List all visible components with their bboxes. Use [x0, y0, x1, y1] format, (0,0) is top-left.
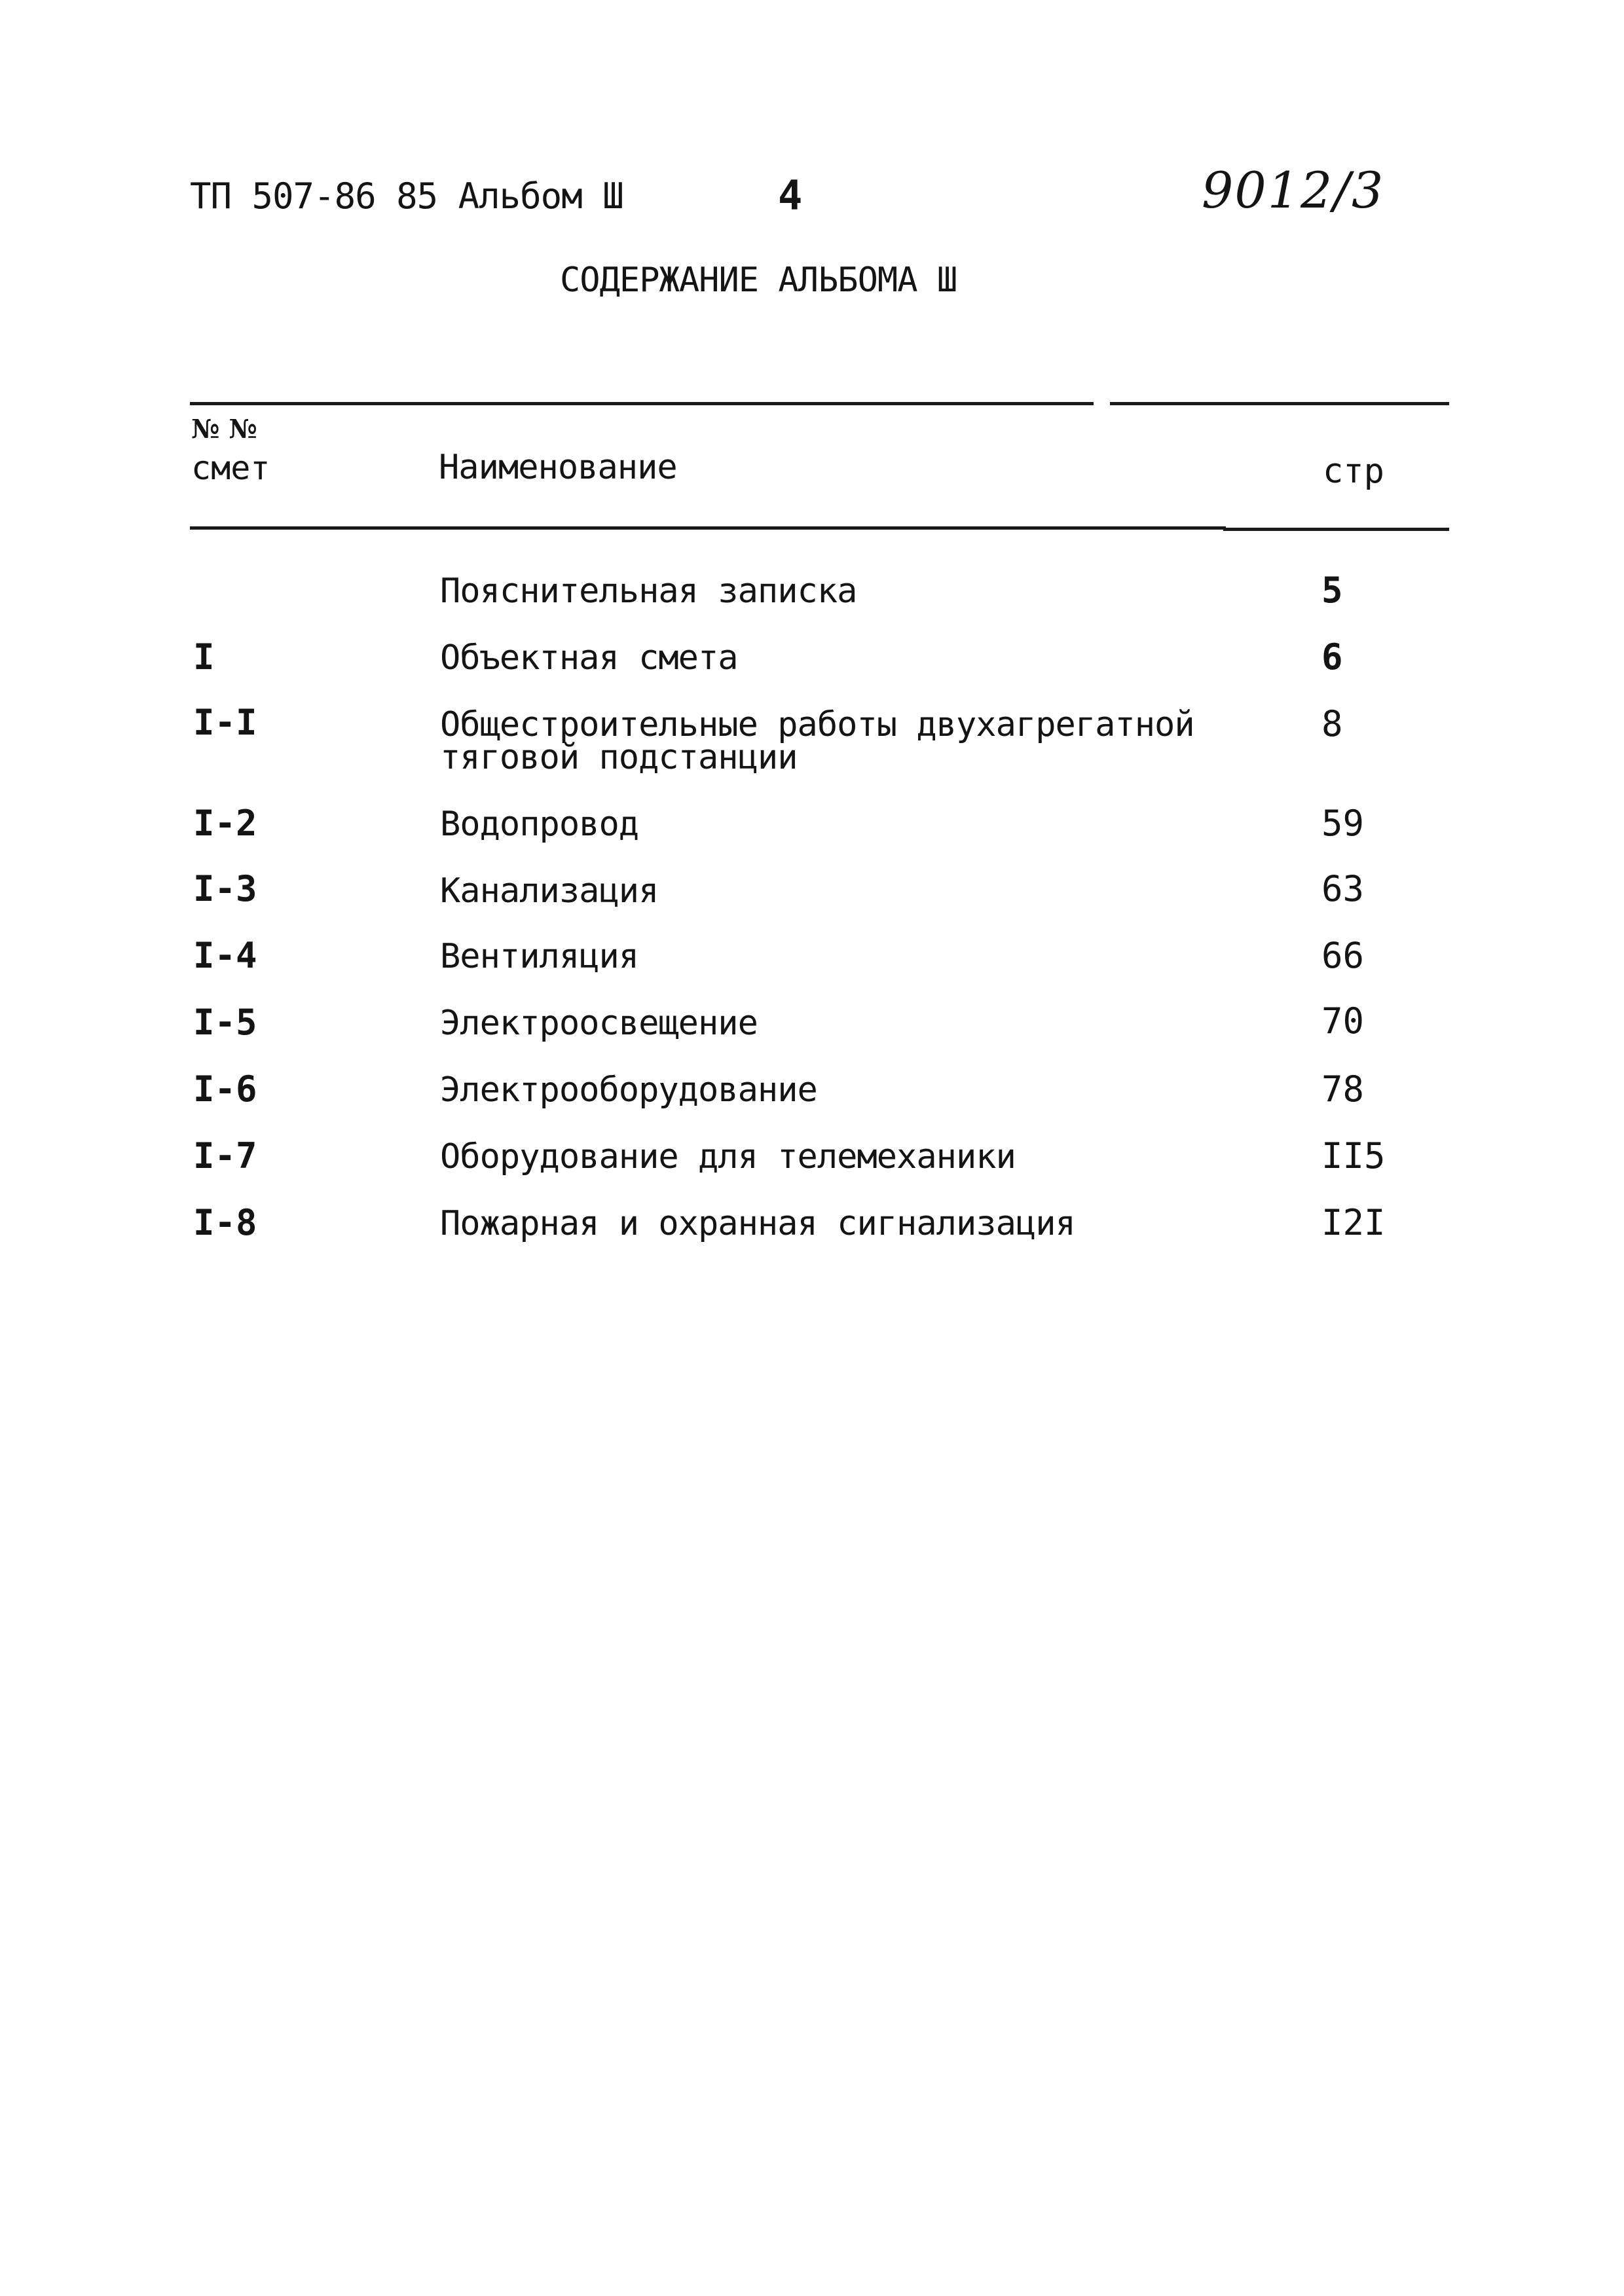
column-header-number: № №	[191, 414, 257, 445]
row-number: I-I	[193, 702, 257, 743]
row-page: II5	[1321, 1135, 1386, 1176]
table-header-rule-right	[1223, 528, 1449, 531]
row-page: 6	[1321, 636, 1343, 678]
row-name: Объектная смета	[440, 638, 738, 678]
row-page: 78	[1321, 1068, 1365, 1110]
row-name: Пожарная и охранная сигнализация	[440, 1204, 1075, 1243]
row-page: 59	[1321, 803, 1365, 844]
row-name: Канализация	[440, 871, 659, 911]
row-page: 66	[1321, 935, 1365, 976]
table-top-rule-left	[190, 402, 1094, 405]
handwritten-number: 9012/3	[1202, 161, 1385, 219]
row-name: Пояснительная записка	[440, 572, 857, 611]
row-page: I2I	[1321, 1202, 1386, 1243]
row-name: Электроосвещение	[440, 1004, 758, 1043]
table-top-rule-right	[1110, 402, 1449, 405]
document-code: ТП 507-86 85 Альбом Ш	[190, 175, 623, 217]
row-number: I-5	[193, 1002, 257, 1043]
row-name: Вентиляция	[440, 937, 639, 976]
row-name: Водопровод	[440, 805, 639, 844]
row-number: I-8	[193, 1202, 257, 1243]
page-title: СОДЕРЖАНИЕ АЛЬБОМА Ш	[560, 261, 957, 300]
row-number: I-7	[193, 1135, 257, 1176]
row-page: 8	[1321, 703, 1343, 744]
row-number: I	[193, 636, 215, 678]
column-header-page: стр	[1323, 452, 1384, 491]
row-name: Электрооборудование	[440, 1070, 817, 1110]
table-header-rule-left	[190, 526, 1226, 530]
row-page: 63	[1321, 868, 1365, 909]
row-number: I-6	[193, 1068, 257, 1110]
row-name: Общестроительные работы двухагрегатной тяговой подстанции	[440, 705, 1194, 777]
page-number: 4	[778, 172, 803, 219]
row-number: I-3	[193, 868, 257, 909]
row-page: 5	[1321, 570, 1343, 611]
row-number: I-2	[193, 803, 257, 844]
row-number: I-4	[193, 935, 257, 976]
row-page: 70	[1321, 1000, 1365, 1042]
column-header-name: Наименование	[439, 448, 677, 487]
row-name: Оборудование для телемеханики	[440, 1137, 1016, 1176]
column-header-number-sub: смет	[191, 449, 270, 487]
